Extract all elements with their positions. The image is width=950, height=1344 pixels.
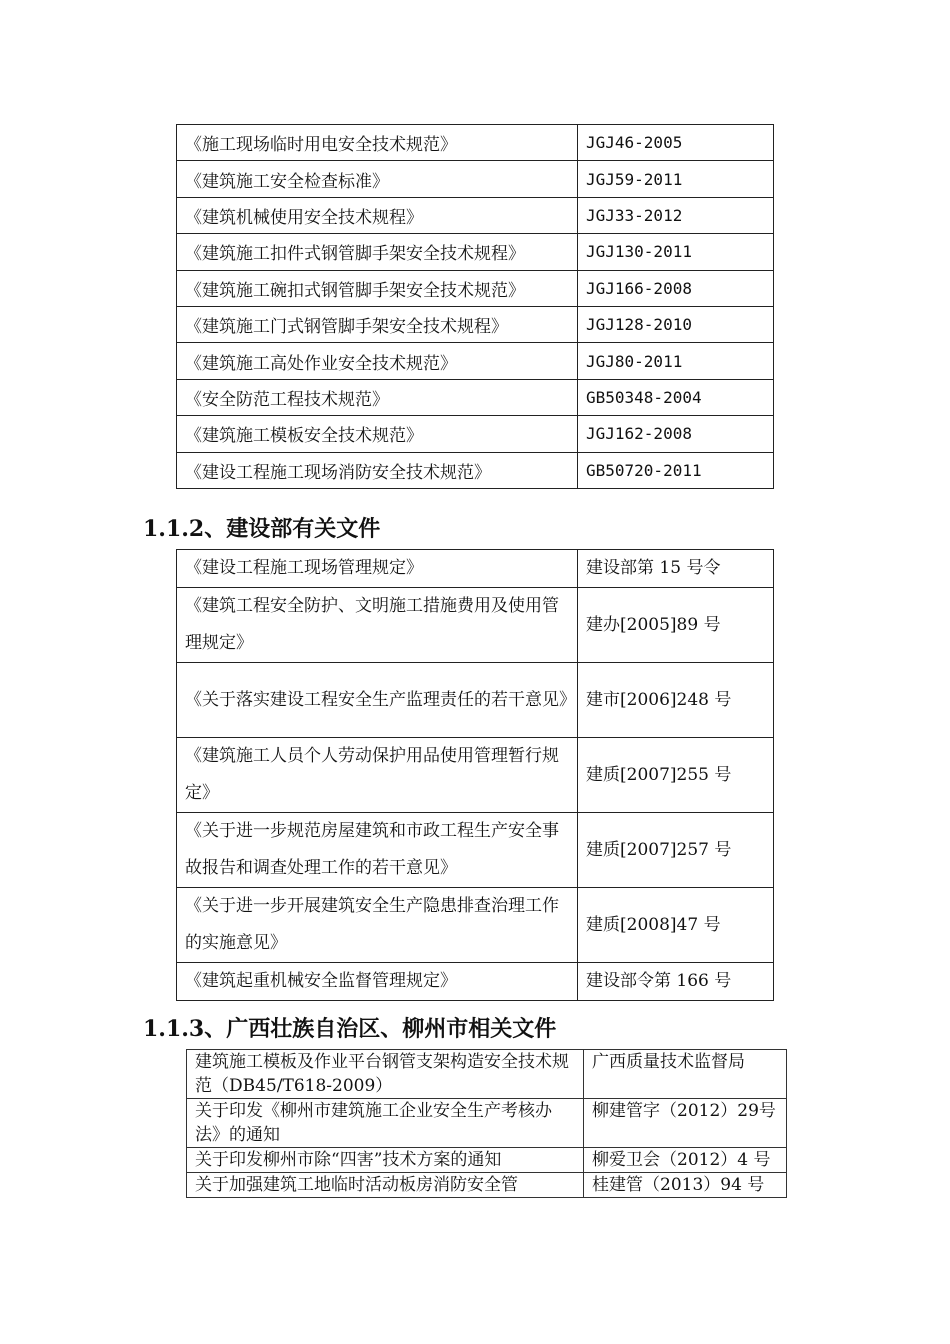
document-number: 建质[2007]257 号 bbox=[578, 813, 774, 888]
document-name: 《建筑起重机械安全监督管理规定》 bbox=[177, 963, 578, 1001]
document-name: 关于加强建筑工地临时活动板房消防安全管 bbox=[187, 1173, 584, 1198]
standard-code: JGJ46-2005 bbox=[578, 125, 774, 161]
section-heading: 1.1.2、建设部有关文件 bbox=[143, 516, 381, 542]
table-row bbox=[177, 550, 774, 588]
table-row bbox=[177, 888, 774, 963]
table-row bbox=[187, 1050, 787, 1099]
document-name: 《建筑工程安全防护、文明施工措施费用及使用管理规定》 bbox=[177, 588, 578, 663]
document-name: 《关于落实建设工程安全生产监理责任的若干意见》 bbox=[177, 663, 578, 738]
table-row bbox=[177, 416, 774, 452]
table-row bbox=[177, 738, 774, 813]
standard-name: 《建筑施工模板安全技术规范》 bbox=[177, 416, 578, 452]
document-number: 建设部令第 166 号 bbox=[578, 963, 774, 1001]
document-number: 建质[2008]47 号 bbox=[578, 888, 774, 963]
table-row bbox=[177, 813, 774, 888]
standard-name: 《施工现场临时用电安全技术规范》 bbox=[177, 125, 578, 161]
document-number: 建办[2005]89 号 bbox=[578, 588, 774, 663]
document-issuer: 广西质量技术监督局 bbox=[584, 1050, 787, 1099]
standard-code: JGJ59-2011 bbox=[578, 161, 774, 197]
standards-table bbox=[176, 124, 774, 489]
standard-code: GB50348-2004 bbox=[578, 379, 774, 415]
table-row bbox=[187, 1099, 787, 1148]
document-name: 建筑施工模板及作业平台钢管支架构造安全技术规范（DB45/T618-2009） bbox=[187, 1050, 584, 1099]
standard-code: JGJ33-2012 bbox=[578, 197, 774, 233]
standard-name: 《建筑施工安全检查标准》 bbox=[177, 161, 578, 197]
standard-code: JGJ130-2011 bbox=[578, 234, 774, 270]
standard-name: 《建筑施工扣件式钢管脚手架安全技术规程》 bbox=[177, 234, 578, 270]
standard-name: 《安全防范工程技术规范》 bbox=[177, 379, 578, 415]
standard-name: 《建筑施工门式钢管脚手架安全技术规程》 bbox=[177, 306, 578, 342]
table-row bbox=[177, 234, 774, 270]
standard-code: JGJ166-2008 bbox=[578, 270, 774, 306]
table-row bbox=[177, 663, 774, 738]
standard-code: JGJ80-2011 bbox=[578, 343, 774, 379]
document-name: 《关于进一步规范房屋建筑和市政工程生产安全事故报告和调查处理工作的若干意见》 bbox=[177, 813, 578, 888]
standard-code: GB50720-2011 bbox=[578, 452, 774, 488]
table-row bbox=[177, 306, 774, 342]
table-row bbox=[177, 588, 774, 663]
ministry-documents-table bbox=[176, 549, 774, 1001]
table-row bbox=[177, 452, 774, 488]
document-name: 关于印发《柳州市建筑施工企业安全生产考核办法》的通知 bbox=[187, 1099, 584, 1148]
section-heading: 1.1.3、广西壮族自治区、柳州市相关文件 bbox=[143, 1016, 557, 1042]
document-number: 建质[2007]255 号 bbox=[578, 738, 774, 813]
document-number: 柳爱卫会（2012）4 号 bbox=[584, 1148, 787, 1173]
document-name: 《关于进一步开展建筑安全生产隐患排查治理工作的实施意见》 bbox=[177, 888, 578, 963]
table-row bbox=[177, 343, 774, 379]
standard-code: JGJ162-2008 bbox=[578, 416, 774, 452]
document-number: 桂建管（2013）94 号 bbox=[584, 1173, 787, 1198]
table-row bbox=[187, 1148, 787, 1173]
document-number: 建设部第 15 号令 bbox=[578, 550, 774, 588]
document-name: 关于印发柳州市除“四害”技术方案的通知 bbox=[187, 1148, 584, 1173]
document-name: 《建设工程施工现场管理规定》 bbox=[177, 550, 578, 588]
table-row bbox=[177, 161, 774, 197]
table-row bbox=[177, 963, 774, 1001]
standard-name: 《建筑施工碗扣式钢管脚手架安全技术规范》 bbox=[177, 270, 578, 306]
regional-documents-table bbox=[186, 1049, 787, 1198]
table-row bbox=[187, 1173, 787, 1198]
table-row bbox=[177, 197, 774, 233]
table-row bbox=[177, 270, 774, 306]
standard-name: 《建设工程施工现场消防安全技术规范》 bbox=[177, 452, 578, 488]
document-number: 柳建管字（2012）29号 bbox=[584, 1099, 787, 1148]
standard-name: 《建筑机械使用安全技术规程》 bbox=[177, 197, 578, 233]
document-number: 建市[2006]248 号 bbox=[578, 663, 774, 738]
standard-name: 《建筑施工高处作业安全技术规范》 bbox=[177, 343, 578, 379]
document-name: 《建筑施工人员个人劳动保护用品使用管理暂行规定》 bbox=[177, 738, 578, 813]
table-row bbox=[177, 125, 774, 161]
standard-code: JGJ128-2010 bbox=[578, 306, 774, 342]
table-row bbox=[177, 379, 774, 415]
